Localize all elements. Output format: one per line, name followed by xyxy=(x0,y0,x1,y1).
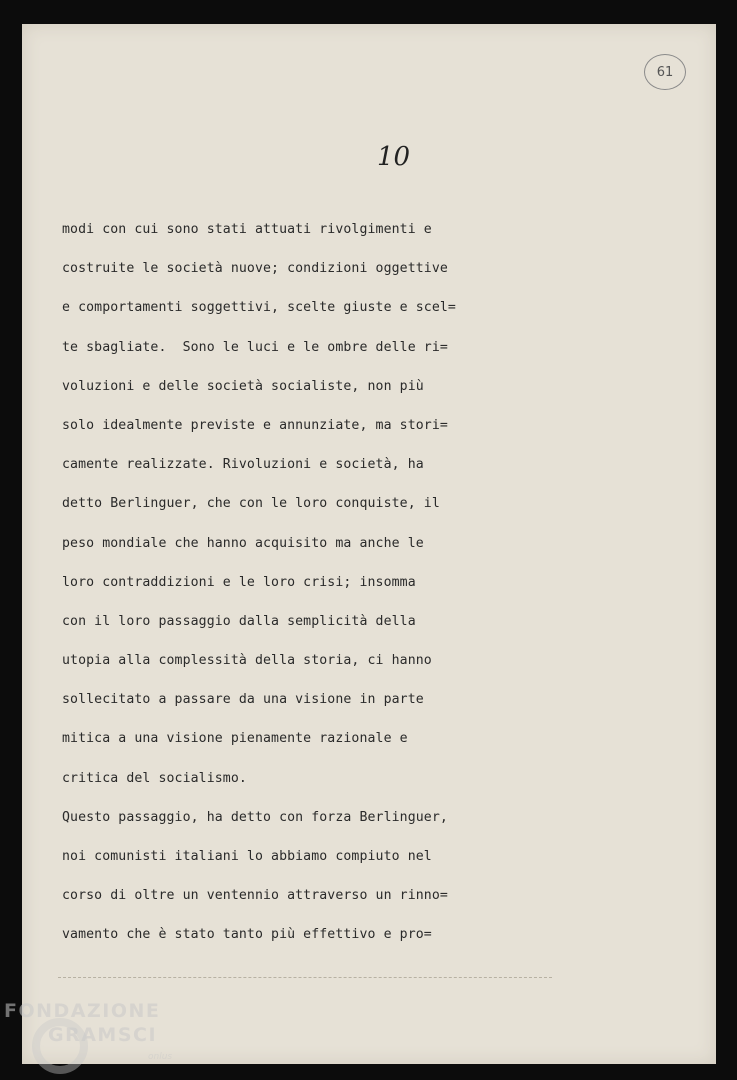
text-line: utopia alla complessità della storia, ci hanno xyxy=(62,653,432,669)
watermark-suffix: onlus xyxy=(148,1052,173,1062)
document-page xyxy=(22,24,716,1064)
watermark-line1: FONDAZIONE xyxy=(4,1000,161,1022)
text-line: noi comunisti italiani lo abbiamo compiuto nel xyxy=(62,849,432,864)
text-line: modi con cui sono stati attuati rivolgimenti e xyxy=(62,222,432,237)
text-line: voluzioni e delle società socialiste, non più xyxy=(62,378,424,394)
text-line: corso di oltre un ventennio attraverso un rinno= xyxy=(62,888,448,904)
watermark-line2: GRAMSCI xyxy=(48,1024,158,1046)
text-line: loro contraddizioni e le loro crisi; insomma xyxy=(62,574,416,590)
text-line: Questo passaggio, ha detto con forza Berlinguer, xyxy=(62,809,448,825)
text-line: camente realizzate. Rivoluzioni e società, ha xyxy=(62,457,424,473)
text-line: costruite le società nuove; condizioni oggettive xyxy=(62,261,448,277)
text-line: detto Berlinguer, che con le loro conquiste, il xyxy=(62,496,440,512)
typewritten-text xyxy=(62,220,482,965)
page-divider xyxy=(58,977,552,978)
text-line: sollecitato a passare da una visione in parte xyxy=(62,692,424,708)
fondazione-gramsci-watermark xyxy=(4,1000,184,1076)
page-stamp: 61 xyxy=(644,54,686,90)
text-line: critica del socialismo. xyxy=(62,770,247,786)
text-line: vamento che è stato tanto più effettivo e pro= xyxy=(62,927,432,943)
handwritten-page-number: 10 xyxy=(377,142,411,172)
text-line: solo idealmente previste e annunziate, ma stori= xyxy=(62,417,448,433)
text-line: e comportamenti soggettivi, scelte giuste e scel= xyxy=(62,300,456,316)
text-line: te sbagliate. Sono le luci e le ombre delle ri= xyxy=(62,339,448,355)
text-line: peso mondiale che hanno acquisito ma anche le xyxy=(62,535,424,551)
text-line: mitica a una visione pienamente razionale e xyxy=(62,731,408,747)
text-line: con il loro passaggio dalla semplicità della xyxy=(62,613,416,629)
